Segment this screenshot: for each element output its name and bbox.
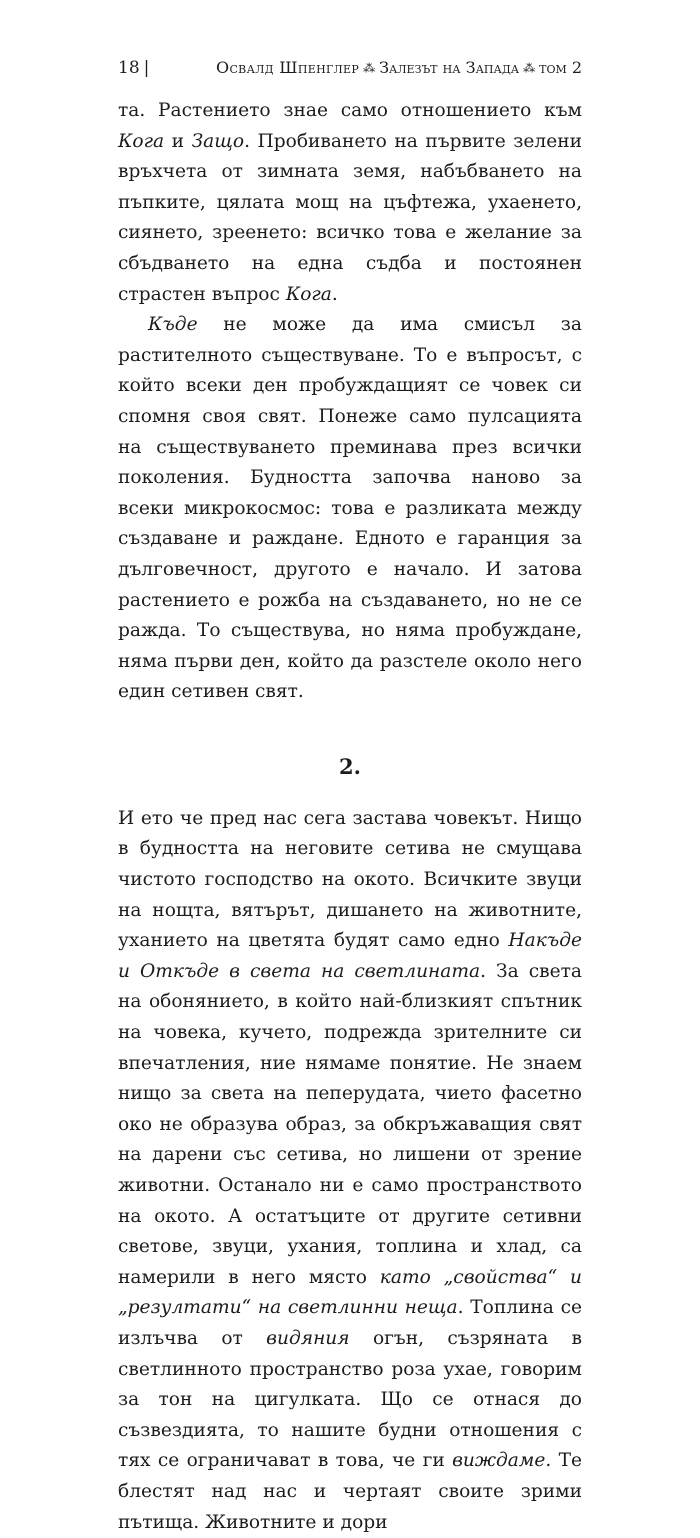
text-run: . Пробиването на първите зелени връхчета от зимната земя, набъбването на пъпките, цялата мощ на цъфтежа, ухаенето, сиянето, зреенето: всичко това е желание за сбъдването на една съдба и постоянен страстен въпрос bbox=[118, 130, 582, 305]
text-run: . Топлина се излъчва от bbox=[118, 1297, 582, 1349]
text-run: не може да има смисъл за растителното съществуване. То е въпросът, с който всеки ден пробуждащият се човек си спомня своя свят. Понеже само пулсацията на съществуването преминава през всички поколения. Будността започва наново за всеки микрокосмос: това е разликата между създаване и раждане. Едното е гаранция за дълговечност, другото е начало. И затова растението е рожба на създаването, но не се ражда. То съществува, но няма пробуждане, няма първи ден, който да разстеле около него един сетивен свят. bbox=[118, 314, 582, 703]
text-run: та. Растението знае само отношението към bbox=[118, 100, 582, 121]
text-run: И ето че пред нас сега застава човекът. Нищо в будността на неговите сетива не смущава чистото господство на окото. Всичките звуци на нощта, вятърът, дишането на животните, уханието на цветята будят само едно bbox=[118, 807, 582, 952]
ornament-separator-icon: ⁂ bbox=[523, 61, 536, 75]
text-run: . Те блестят над нас и чертаят своите зрими пътища. Животните и дори bbox=[118, 1450, 582, 1533]
text-run: . bbox=[331, 283, 338, 305]
page-number: 18 | bbox=[118, 58, 150, 78]
italic-run: Къде bbox=[148, 314, 198, 336]
running-head-author: Освалд Шпенглер bbox=[216, 58, 360, 77]
italic-run: Кога bbox=[118, 130, 165, 152]
running-head bbox=[216, 56, 582, 80]
italic-run: като „свойства“ и „резултати“ на светлинни неща bbox=[118, 1266, 582, 1319]
paragraph-1 bbox=[118, 96, 582, 310]
italic-run: Защо bbox=[191, 130, 245, 152]
paragraph-3 bbox=[118, 804, 582, 1538]
italic-run: Накъде и Откъде в света на светлината bbox=[118, 930, 582, 982]
running-head-title: Залезът на Запада bbox=[379, 58, 520, 77]
italic-run: Кога bbox=[285, 283, 332, 305]
body-text bbox=[118, 96, 582, 1538]
text-run: и bbox=[164, 130, 192, 152]
text-run: . За света на обонянието, в който най-близкият спътник на човека, кучето, подрежда зрителните си впечатления, ние нямаме понятие. Не знаем нищо за света на пеперудата, чието фасетно око не образува образ, за обкръжаващия свят на дарени със сетива, но лишени от зрение животни. Останало ни е само пространството на окото. А остатъците от другите сетивни светове, звуци, ухания, топлина и хлад, са намерили в него място bbox=[118, 960, 582, 1288]
paragraph-2 bbox=[118, 310, 582, 708]
italic-run: виждаме bbox=[452, 1450, 546, 1472]
page-number-bar: | bbox=[143, 58, 150, 78]
page-header bbox=[118, 56, 582, 80]
italic-run: видяния bbox=[266, 1327, 350, 1349]
text-run: огън, съзряната в светлинното пространство роза ухае, говорим за тон на цигулката. Що се отнася до съзвездията, то нашите будни отношения с тях се ограничават в това, че ги bbox=[118, 1327, 583, 1472]
running-head-volume: том 2 bbox=[539, 58, 582, 77]
section-number: 2. bbox=[339, 753, 361, 779]
ornament-separator-icon: ⁂ bbox=[363, 61, 376, 75]
